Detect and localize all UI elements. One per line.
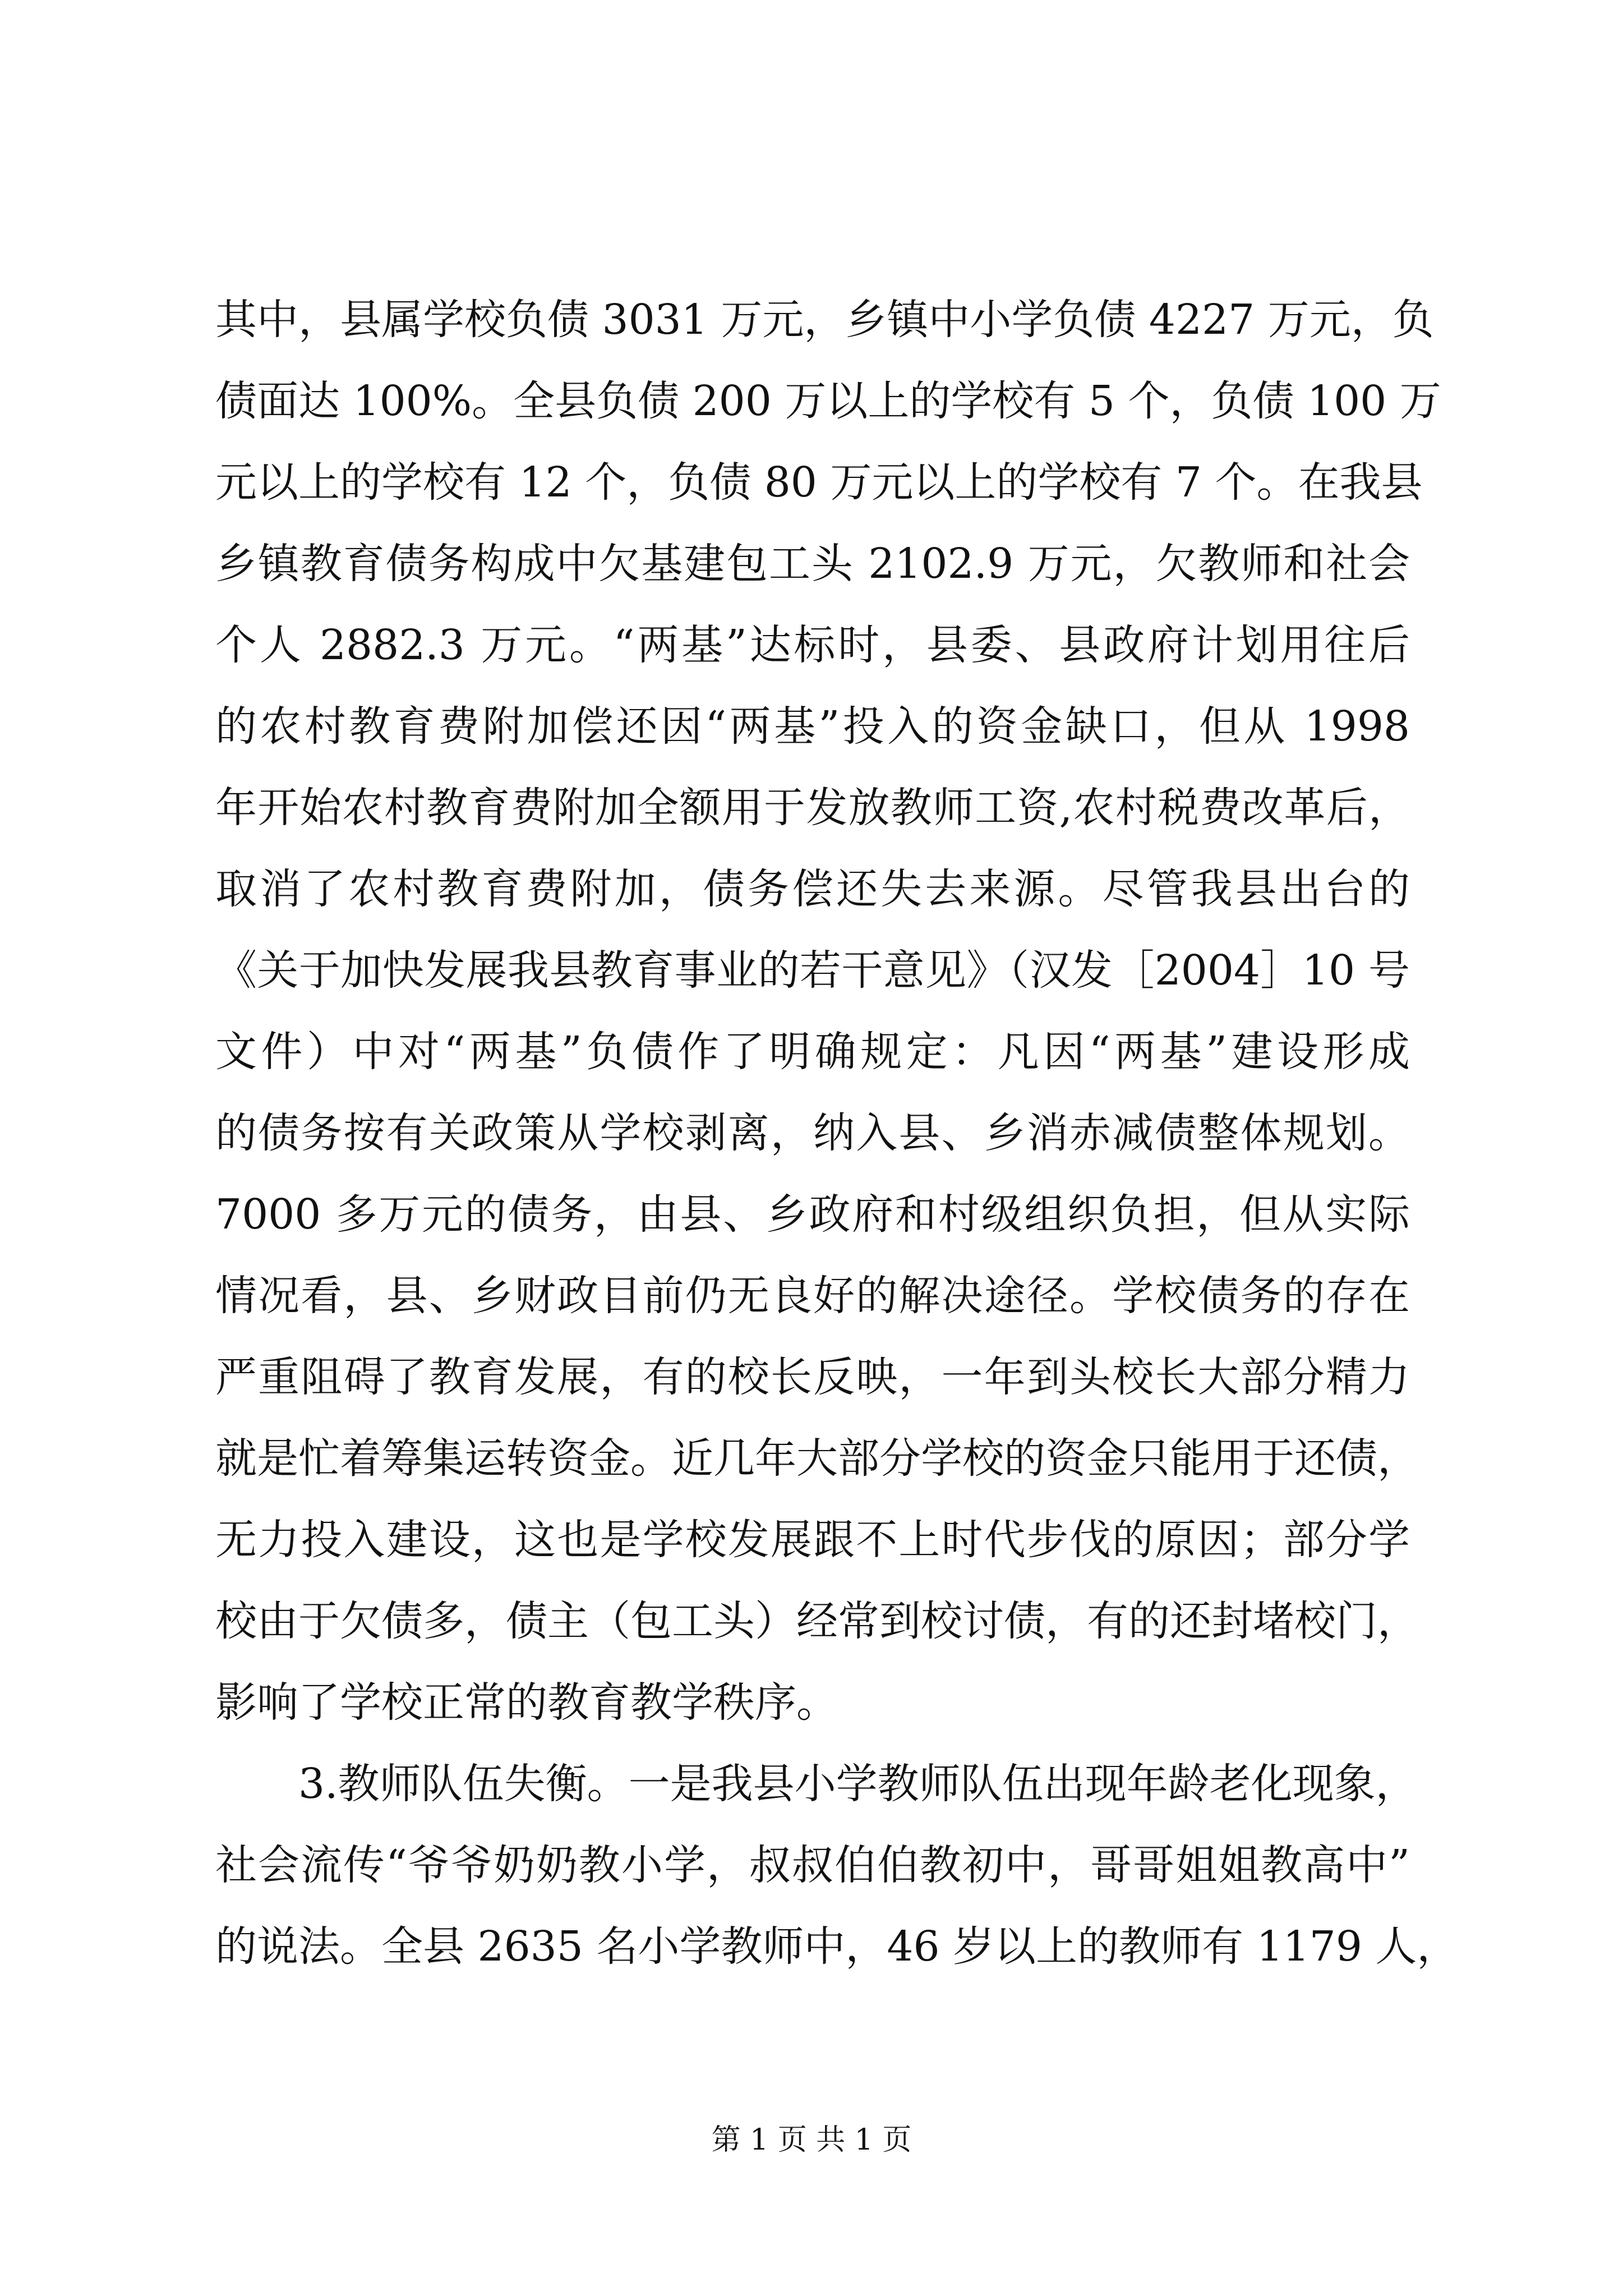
text-line: 情况看，县、乡财政目前仍无良好的解决途径。学校债务的存在 bbox=[215, 1272, 1410, 1320]
text-line: 取消了农村教育费附加，债务偿还失去来源。尽管我县出台的 bbox=[215, 865, 1410, 913]
text-line: 个人 2882.3 万元。“两基”达标时，县委、县政府计划用往后 bbox=[215, 621, 1410, 669]
text-line: 的农村教育费附加偿还因“两基”投入的资金缺口，但从 1998 bbox=[215, 702, 1410, 751]
text-line: 其中，县属学校负债 3031 万元，乡镇中小学负债 4227 万元，负 bbox=[215, 296, 1434, 344]
text-line: 的说法。全县 2635 名小学教师中，46 岁以上的教师有 1179 人， bbox=[215, 1922, 1459, 1971]
text-line: 校由于欠债多，债主（包工头）经常到校讨债，有的还封堵校门， bbox=[215, 1597, 1419, 1645]
text-line: 《关于加快发展我县教育事业的若干意见》（汉发［2004］10 号 bbox=[215, 946, 1410, 995]
text-line: 社会流传“爷爷奶奶教小学，叔叔伯伯教初中，哥哥姐姐教高中” bbox=[215, 1841, 1410, 1889]
text-line: 乡镇教育债务构成中欠基建包工头 2102.9 万元，欠教师和社会 bbox=[215, 540, 1410, 588]
page-footer: 第 1 页 共 1 页 bbox=[711, 2123, 912, 2157]
text-line: 年开始农村教育费附加全额用于发放教师工资,农村税费改革后， bbox=[215, 784, 1410, 832]
text-line: 元以上的学校有 12 个，负债 80 万元以上的学校有 7 个。在我县 bbox=[215, 458, 1423, 507]
text-line: 7000 多万元的债务，由县、乡政府和村级组织负担，但从实际 bbox=[215, 1190, 1410, 1239]
text-line: 严重阻碍了教育发展，有的校长反映，一年到头校长大部分精力 bbox=[215, 1353, 1410, 1401]
text-line: 债面达 100%。全县负债 200 万以上的学校有 5 个，负债 100 万 bbox=[215, 377, 1441, 425]
text-line: 3.教师队伍失衡。一是我县小学教师队伍出现年龄老化现象， bbox=[298, 1760, 1417, 1808]
text-line: 文件）中对“两基”负债作了明确规定：凡因“两基”建设形成 bbox=[215, 1028, 1410, 1076]
text-line: 影响了学校正常的教育教学秩序。 bbox=[215, 1678, 838, 1727]
text-line: 就是忙着筹集运转资金。近几年大部分学校的资金只能用于还债， bbox=[215, 1434, 1419, 1483]
text-line: 无力投入建设，这也是学校发展跟不上时代步伐的原因；部分学 bbox=[215, 1516, 1410, 1564]
text-line: 的债务按有关政策从学校剥离，纳入县、乡消赤减债整体规划。 bbox=[215, 1109, 1410, 1157]
